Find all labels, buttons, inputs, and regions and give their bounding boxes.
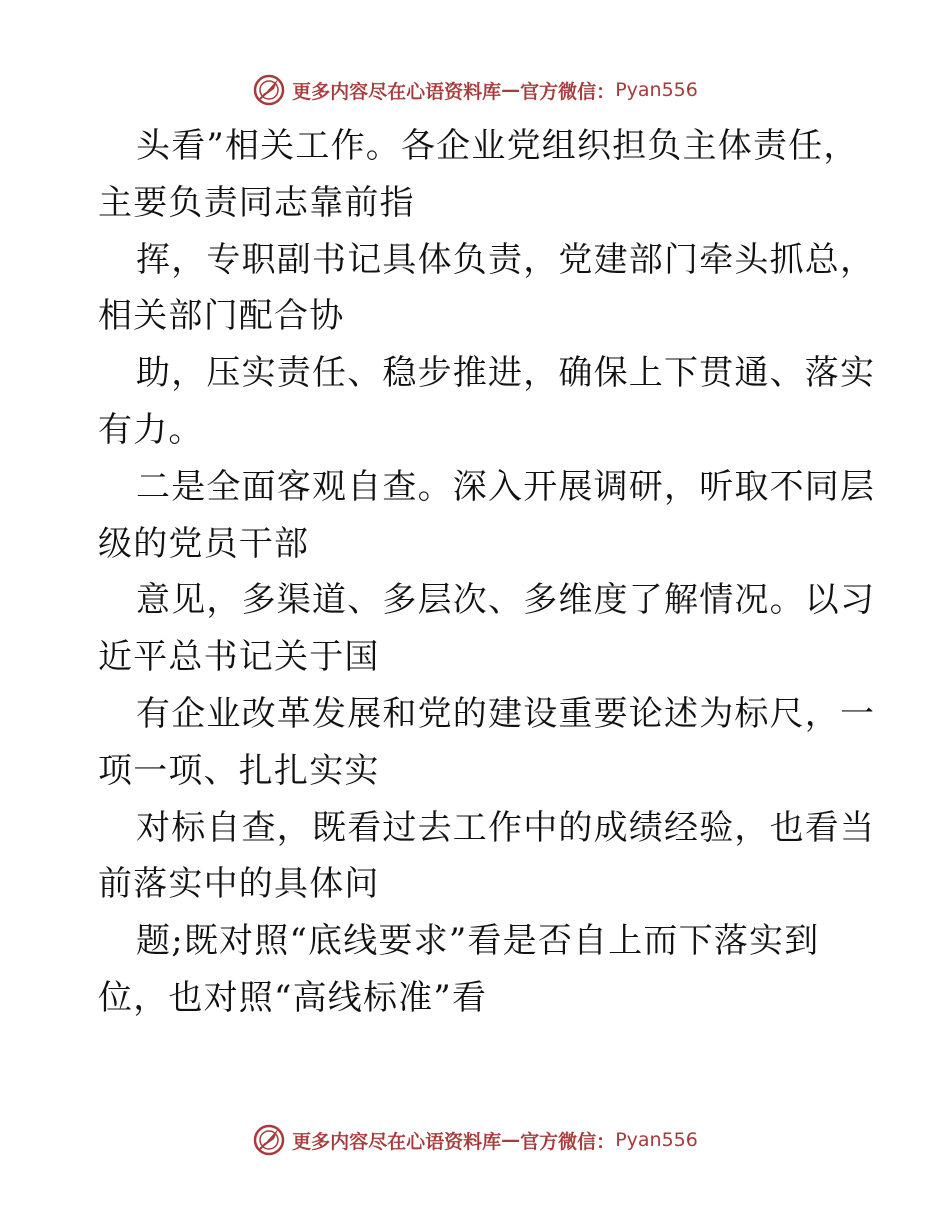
text-line: 有企业改革发展和党的建设重要论述为标尺，一 xyxy=(136,693,876,734)
banner-wechat-label: 官方微信： xyxy=(520,80,616,103)
text-line: 主要负责同志靠前指 xyxy=(98,182,415,223)
text-line: 项一项、扎扎实实 xyxy=(98,750,380,791)
text-line: 二是全面客观自查。深入开展调研，听取不同层 xyxy=(136,466,876,507)
text-line: 挥，专职副书记具体负责，党建部门牵头抓总， xyxy=(136,239,876,280)
paragraph-block xyxy=(98,118,876,1027)
banner-title: 更多内容尽在心语资料库 xyxy=(292,80,502,103)
text-line: 有力。 xyxy=(98,409,204,450)
banner-wechat-id: Pyan556 xyxy=(615,79,698,101)
text-line: 助，压实责任、稳步推进，确保上下贯通、落实 xyxy=(136,353,876,394)
banner-title: 更多内容尽在心语资料库 xyxy=(292,1130,502,1153)
text-line: 头看”相关工作。各企业党组织担负主体责任， xyxy=(136,126,859,166)
feather-pen-logo-icon xyxy=(252,73,286,107)
banner-wechat-id: Pyan556 xyxy=(615,1129,698,1151)
body-text xyxy=(98,118,876,1027)
banner-dash: — xyxy=(501,79,521,101)
text-line: 意见，多渠道、多层次、多维度了解情况。以习 xyxy=(136,580,876,621)
text-line: 前落实中的具体问 xyxy=(98,864,380,905)
footer-banner xyxy=(0,1120,950,1160)
banner-wechat-label: 官方微信： xyxy=(520,1130,616,1153)
text-line: 相关部门配合协 xyxy=(98,296,345,337)
feather-pen-logo-icon xyxy=(252,1123,286,1157)
text-line: 题;既对照“底线要求”看是否自上而下落实到 xyxy=(136,921,820,962)
banner-dash: — xyxy=(501,1129,521,1151)
text-line: 级的党员干部 xyxy=(98,523,310,564)
text-line: 对标自查，既看过去工作中的成绩经验，也看当 xyxy=(136,807,876,848)
header-banner xyxy=(0,70,950,110)
text-line: 近平总书记关于国 xyxy=(98,637,380,678)
text-line: 位，也对照“高线标准”看 xyxy=(98,977,488,1018)
